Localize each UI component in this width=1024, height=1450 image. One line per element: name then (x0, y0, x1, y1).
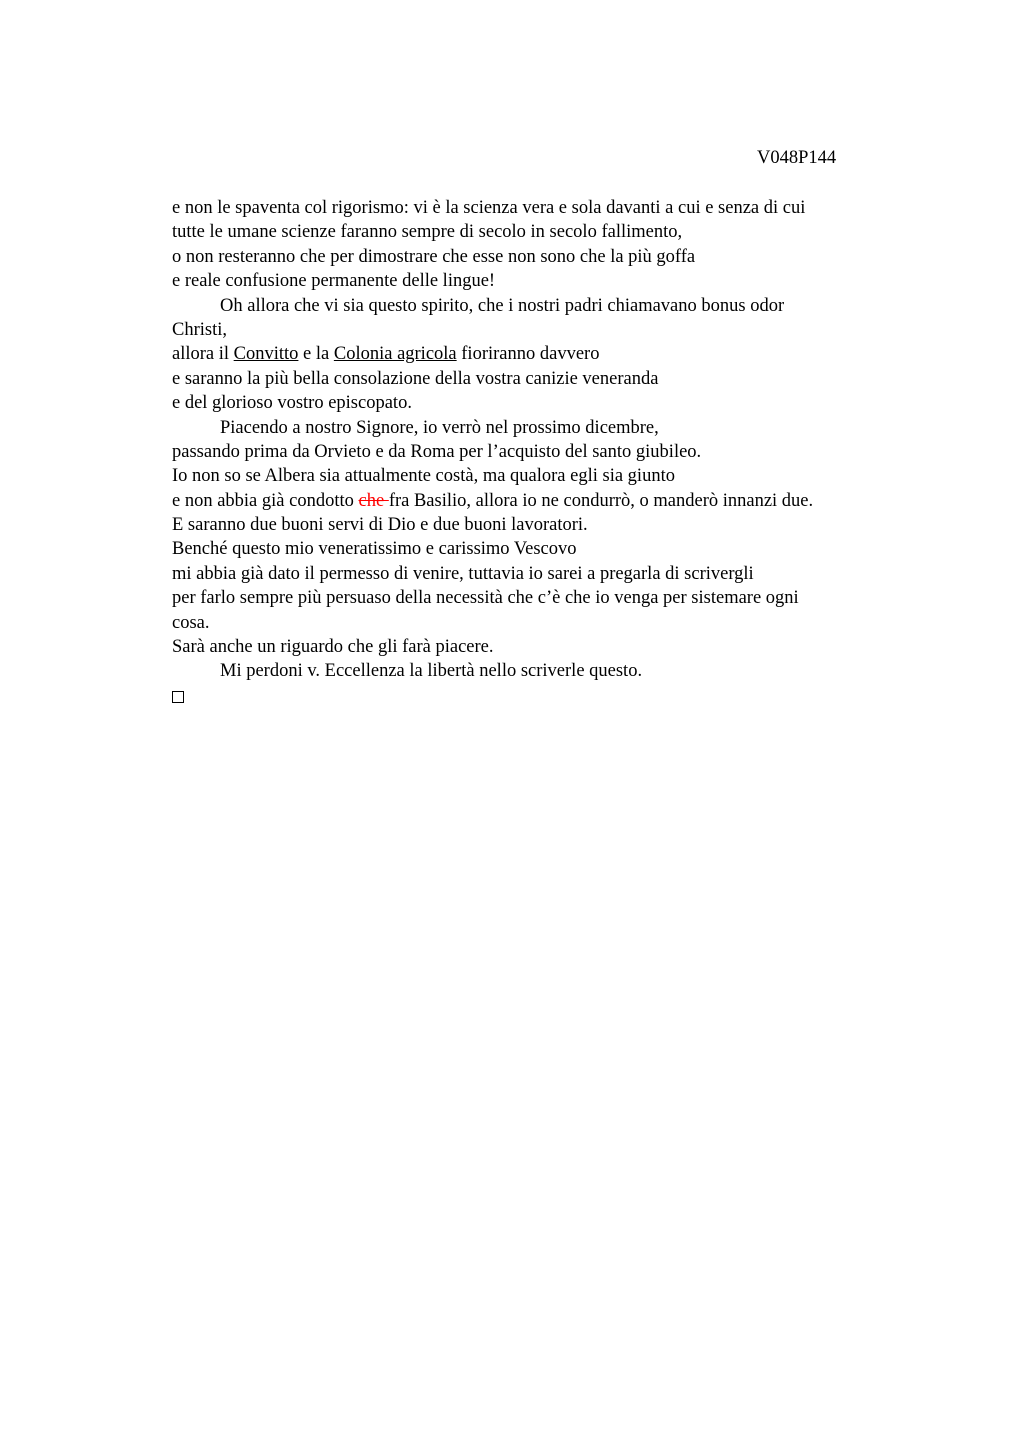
text-line: passando prima da Orvieto e da Roma per l’acquisto del santo giubileo. (172, 441, 702, 462)
letter-body (172, 196, 902, 708)
text-line (172, 489, 902, 513)
text-line: per farlo sempre più persuaso della necessità che c’è che io venga per sistemare ogni (172, 588, 799, 609)
square-icon (172, 691, 184, 703)
text-line: Sarà anche un riguardo che gli farà piacere. (172, 637, 494, 658)
text-line: o non resteranno che per dimostrare che esse non sono che la più goffa (172, 246, 696, 267)
text-line (172, 342, 902, 366)
text-line: cosa. (172, 612, 210, 633)
text-line: tutte le umane scienze faranno sempre di secolo in secolo fallimento, (172, 222, 683, 243)
text-span: fra Basilio, allora io ne condurrò, o manderò innanzi due. (388, 490, 814, 511)
end-marker-line (172, 684, 902, 708)
text-line: e reale confusione permanente delle lingue! (172, 271, 496, 292)
text-line: Christi, (172, 319, 227, 340)
text-line: Benché questo mio veneratissimo e carissimo Vescovo (172, 539, 577, 560)
underlined-colonia-agricola: Colonia agricola (333, 344, 457, 365)
text-line: Mi perdoni v. Eccellenza la libertà nello scriverle questo. (220, 661, 643, 682)
text-line: Piacendo a nostro Signore, io verrò nel prossimo dicembre, (220, 417, 659, 438)
text-line: e del glorioso vostro episcopato. (172, 393, 412, 414)
underlined-convitto: Convitto (233, 344, 299, 365)
text-line: mi abbia già dato il permesso di venire, tuttavia io sarei a pregarla di scrivergli (172, 563, 754, 584)
page-id: V048P144 (757, 148, 837, 168)
text-span: fioriranno davvero (456, 344, 600, 365)
text-span: allora il (172, 344, 234, 365)
text-line: E saranno due buoni servi di Dio e due buoni lavoratori. (172, 515, 588, 536)
text-span: e non abbia già condotto (172, 490, 359, 511)
text-line: e non le spaventa col rigorismo: vi è la scienza vera e sola davanti a cui e senza di cui (172, 198, 806, 218)
text-line: Oh allora che vi sia questo spirito, che i nostri padri chiamavano bonus odor (220, 295, 785, 316)
text-span: e la (298, 344, 334, 365)
text-line: Io non so se Albera sia attualmente costà, ma qualora egli sia giunto (172, 466, 675, 487)
text-line: e saranno la più bella consolazione della vostra canizie veneranda (172, 368, 659, 389)
deleted-text: che (358, 490, 389, 511)
